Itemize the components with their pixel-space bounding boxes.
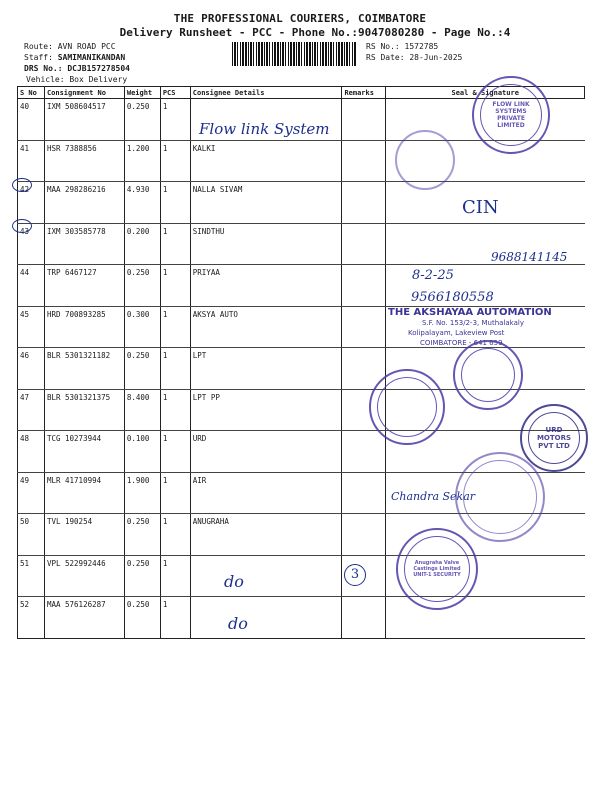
handwritten-phone-1: 9688141145: [491, 250, 568, 264]
col-consignee: Consignee Details: [190, 87, 342, 99]
row-pcs: 1: [160, 555, 190, 597]
circle-mark-42: [12, 178, 32, 192]
row-sno: 51: [18, 555, 45, 597]
drs-label: DRS No.:: [24, 64, 63, 73]
row-consignment: HRD 700893285: [44, 306, 124, 348]
precision-stamp: [453, 340, 523, 410]
row-weight: 4.930: [124, 182, 160, 224]
row-consignee: URD: [190, 431, 342, 473]
row-consignee: [190, 555, 342, 597]
urd-stamp-text: URD MOTORS PVT LTD: [536, 426, 572, 450]
row-pcs: 1: [160, 223, 190, 265]
row-weight: 0.250: [124, 348, 160, 390]
circle-mark-43: [12, 219, 32, 233]
row-pcs: 1: [160, 99, 190, 141]
table-row: [18, 182, 585, 224]
akshayaa-addr-3: COIMBATORE - 641 659: [420, 339, 503, 347]
row-consignment: IXM 303585778: [44, 223, 124, 265]
row-consignment: TRP 6467127: [44, 265, 124, 307]
row-remarks: [342, 99, 386, 141]
row-pcs: 1: [160, 514, 190, 556]
row-consignment: TVL 190254: [44, 514, 124, 556]
row-sno: 45: [18, 306, 45, 348]
table-row: [18, 265, 585, 307]
route: Route: AVN ROAD PCC: [24, 42, 116, 51]
anugraha-stamp-text: [398, 548, 476, 590]
anugraha-stamp: [396, 528, 478, 610]
row-sno: 47: [18, 389, 45, 431]
row-sno: 41: [18, 140, 45, 182]
row-pcs: 1: [160, 597, 190, 639]
row-pcs: 1: [160, 140, 190, 182]
anugraha-name: Anugraha Valve Castings Limited: [413, 560, 461, 572]
row-consignee: KALKI: [190, 140, 342, 182]
handwritten-cin: CIN: [462, 197, 499, 218]
row-weight: 0.250: [124, 514, 160, 556]
row-sno: 50: [18, 514, 45, 556]
akshayaa-name: THE AKSHAYAA AUTOMATION: [388, 307, 552, 318]
row-sno: 40: [18, 99, 45, 141]
row-sno: 43: [18, 223, 45, 265]
row-consignment: MAA 576126287: [44, 597, 124, 639]
row-weight: 0.100: [124, 431, 160, 473]
anugraha-unit: UNIT-1 SECURITY: [413, 572, 461, 578]
col-seal: Seal & Signature: [386, 87, 585, 99]
row-consignee: AKSYA AUTO: [190, 306, 342, 348]
row-pcs: 1: [160, 306, 190, 348]
row-weight: 0.250: [124, 597, 160, 639]
row-pcs: 1: [160, 472, 190, 514]
runsheet-subtitle: Delivery Runsheet - PCC - Phone No.:9047080280 - Page No.:4: [119, 26, 511, 39]
row-consignment: VPL 522992446: [44, 555, 124, 597]
row-pcs: 1: [160, 431, 190, 473]
row-consignment: BLR 5301321182: [44, 348, 124, 390]
row-consignee: SINDTHU: [190, 223, 342, 265]
table-row: [18, 555, 585, 597]
urd-stamp: [520, 404, 588, 472]
round-stamp-lower: [455, 452, 545, 542]
row-sno: 48: [18, 431, 45, 473]
row-remarks: [342, 140, 386, 182]
akshayaa-addr-1: S.F. No. 153/2-3, Muthalakaly: [422, 319, 524, 327]
flowlink-stamp: [472, 76, 550, 154]
col-sno: S No: [18, 87, 45, 99]
flowlink-stamp-text: FLOW LINK SYSTEMS PRIVATE LIMITED: [492, 101, 530, 129]
row-weight: 0.300: [124, 306, 160, 348]
row-consignment: HSR 7388856: [44, 140, 124, 182]
route-info: [24, 41, 130, 85]
row-weight: 0.250: [124, 265, 160, 307]
row-consignment: BLR 5301321375: [44, 389, 124, 431]
handwritten-ditto-2: do: [228, 614, 248, 633]
row-remarks: [342, 472, 386, 514]
staff-label: Staff:: [24, 53, 53, 62]
row-sno: 42: [18, 182, 45, 224]
handwritten-ditto-1: do: [224, 572, 244, 591]
row-consignee: PRIYAA: [190, 265, 342, 307]
row-weight: 0.200: [124, 223, 160, 265]
rs-info: [366, 41, 462, 63]
staff-line: [24, 52, 130, 63]
rs-date: RS Date: 28-Jun-2025: [366, 53, 463, 62]
col-weight: Weight: [124, 87, 160, 99]
row-remarks: [342, 265, 386, 307]
row-pcs: 1: [160, 389, 190, 431]
handwritten-flow-link: Flow link System: [199, 120, 330, 138]
row-remarks: [342, 514, 386, 556]
row-remarks: [342, 431, 386, 473]
handwritten-phone-2: 9566180558: [411, 290, 494, 305]
row-weight: 0.250: [124, 555, 160, 597]
row-consignment: IXM 508604517: [44, 99, 124, 141]
vehicle: Vehicle: Box Delivery: [26, 75, 128, 84]
row-weight: 1.900: [124, 472, 160, 514]
row-consignment: TCG 10273944: [44, 431, 124, 473]
techno-stamp: [369, 369, 445, 445]
rs-number: RS No.: 1572785: [366, 42, 439, 51]
row-remarks: [342, 597, 386, 639]
handwritten-signer: Chandra Sekar: [391, 490, 476, 503]
drs-number: DCJB157278504: [67, 64, 130, 73]
faint-stamp: [395, 130, 455, 190]
row-weight: 1.200: [124, 140, 160, 182]
row-consignee: [190, 597, 342, 639]
row-sno: 49: [18, 472, 45, 514]
col-pcs: PCS: [160, 87, 190, 99]
row-consignee: LPT: [190, 348, 342, 390]
row-pcs: 1: [160, 348, 190, 390]
company-title: THE PROFESSIONAL COURIERS, COIMBATORE: [173, 12, 427, 25]
akshayaa-addr-2: Kolipalayam, Lakeview Post: [408, 329, 505, 337]
row-sno: 46: [18, 348, 45, 390]
col-consignment: Consignment No: [44, 87, 124, 99]
circled-three: 3: [344, 564, 366, 586]
col-remarks: Remarks: [342, 87, 386, 99]
drs-line: [24, 63, 130, 74]
row-remarks: [342, 223, 386, 265]
row-pcs: 1: [160, 182, 190, 224]
row-remarks: [342, 182, 386, 224]
row-consignment: MAA 298286216: [44, 182, 124, 224]
barcode: [232, 42, 357, 66]
staff-name: SAMIMANIKANDAN: [57, 53, 126, 62]
row-weight: 8.400: [124, 389, 160, 431]
row-sno: 44: [18, 265, 45, 307]
row-remarks: [342, 306, 386, 348]
row-consignee: LPT PP: [190, 389, 342, 431]
row-weight: 0.250: [124, 99, 160, 141]
handwritten-date: 8-2-25: [412, 268, 454, 283]
table-row: [18, 597, 585, 639]
row-consignee: AIR: [190, 472, 342, 514]
row-sno: 52: [18, 597, 45, 639]
row-consignee: NALLA SIVAM: [190, 182, 342, 224]
row-consignment: MLR 41710994: [44, 472, 124, 514]
row-pcs: 1: [160, 265, 190, 307]
row-consignee: ANUGRAHA: [190, 514, 342, 556]
